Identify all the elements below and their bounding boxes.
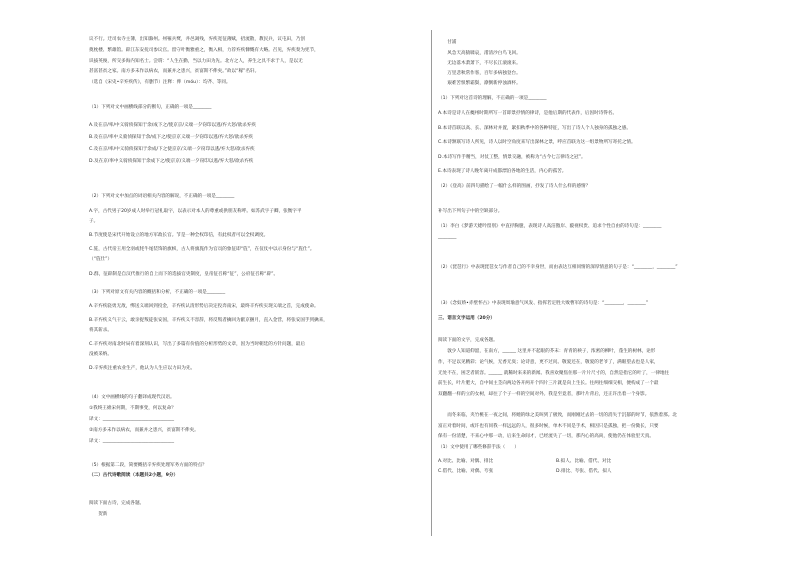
right-column-line: （3）《念奴娇•赤壁怀古》中表现周瑜意气风发、指挥若定胜大败曹军的诗句是：“________，________” [438,301,649,306]
left-column-line: B.节度使是宋代开始设立的地方军政长官。节是一种全权印信，有此权者可以全权调度。 [89,233,269,238]
right-column-line: （1）李白《梦游天姥吟留别》中直抒胸臆，表现诗人高洁傲岸、藐视权贵、追求个性自由的诗句是：________ [438,224,662,229]
right-column-line: A.对比、比喻、对偶、排比 [438,459,494,464]
right-column-line: （1）文中使用了哪些修辞手法（ ） [438,445,520,450]
left-column-line: A.辛弃疾骁勇无敌，绑送义端回到投金，辛弃疾认清形势后决定投奔南宋，最终辛弃疾实现义端之首，完成使命。 [89,304,319,309]
left-column-line: D.辛弃疾注重农业生产，他认为人生应以力田为先。 [89,366,196,371]
left-column-line: 没被采纳。 [89,352,112,357]
left-column-line: （“旌仕”） [89,257,113,262]
right-column-line: E.本诗表现了诗人晚年离开成都漂泊各地的生活，内心的孤苦。 [438,169,567,174]
right-column-line: A.本诗是诗人在夔州时期所写一首即景抒情的律诗，是他后期的代表作，后因时诗得名。 [438,111,618,116]
right-column-line: 补写出下列句子中的空缺部分。 [438,209,503,214]
right-column-line: （2）《登高》前四句描绘了一幅什么样的图画，抒发了诗人什么样的感情？ [438,184,591,189]
left-column-line: C.辛弃疾对南北时局有着深刻认识，写出了多篇有价值的分析形势的文章，因为当时朝廷的方针问题，最后 [89,342,305,347]
right-column-option: D.排比、夸张、借代、拟人 [556,469,612,474]
right-column-line: 无边落木萧萧下，不尽长江滚滚来。 [438,61,521,66]
right-column-line: 双翻翻一样的立的女树，却往了个子一样的空间对外。我是至竟者，那叶片背后，还正许出着一个身影。 [438,392,650,397]
left-column-line: B.及在京/率中义骑侦探知于余/成下之/使京京义端一夕窃印以逃/弃大怒/欲杀弃疾 [89,135,253,140]
left-column-line: 阅读下面古诗，完成各题。 [89,501,145,506]
left-column-line: C.旌，古代帝王用全羽或牦牛尾装饰的旗帜，古人将旗旄作为官员的象征即“旌”，在仪仗中以示身份与“旌仕”。 [89,247,315,252]
right-column-line: 风急天高猿啸哀，渚清沙白鸟飞回。 [438,51,521,56]
left-column-line: （3）下列对原文有关内容的概括和分析，不正确的一项是________ [89,290,226,295]
left-column-line: ①我终王绵宋何期，不期事变，何以复命？ [89,406,176,411]
left-column-line: （选自《宋史•辛弃疾传》，有删节）注释：侔（móu）：均齐、等同。 [89,80,231,85]
left-column-line: C.及在京/率/中义骑侦探知于余成/下之使京京/义端一夕窃印以逃/弃大怒/欲杀弃疾 [89,147,255,152]
right-column-line: 三、语言文字运用（20分） [438,316,495,321]
right-column-line: （2）《琵琶行》中表现琵琶女与作者自己的不幸身世，而由表达互相同情的深厚情意的句子是：“________，________” [438,265,678,270]
left-column-line: 将其斩杀。 [89,328,112,333]
left-column-line: 译文：_______________________________ [89,417,174,422]
left-column-line: A.及在京/率/中义骑侦探知于余/成下之/使京京/义端一夕窃印以逃/弃大怒/欲杀弃疾 [89,123,256,128]
right-column-line: C.借代、比喻、对偶、夸张 [438,469,494,474]
left-column-line: 议不行。迁司农寺主簿，出知滁州。州罹兵燹，井邑凋残，弃疾宽征薄赋，招流散，教民兵，议屯田，乃创 [89,37,305,42]
left-column-line: （2）下列对文中加点的词语相关内容的解说，不正确的一项是________ [89,194,235,199]
left-column-line: 贺新 [89,512,108,517]
right-column-line: 富正对着时间，或许也有同我一样远远的人，很多时候，单木不同是手术，相因只是孤独，把一份微长，只要 [438,424,659,429]
left-column-line: 奠枕楼、繁雄馆。辟江东安抚司参议官。留守叶衡雅重之，衡入相，力荐弃疾慷慨有大略。召见，弃疾奏为宪节， [89,48,319,53]
left-column-line: （二）古代诗歌阅读（本题共2小题，9分） [89,473,179,478]
left-column-line: （1）下列对文中画横线部分的断句，正确的一项是________ [89,105,212,110]
left-column-line: 识拔英俊，所交多海内知名士。尝谓：“人生在勤，当以力田为先。北方之人，养生之具不求于人，是以无 [89,59,303,64]
left-column-line: （5）根据第二段，简要概括辛弃疾处理军务方面的特点？ [89,463,207,468]
right-column-line: 艰难苦恨繁霜鬓，潦倒新停浊酒杯。 [438,81,521,86]
column-divider [431,30,432,536]
right-column-line: 阅读下面的文字，完成各题。 [438,338,498,343]
right-column-line: 万里悲秋常作客，百年多病独登台。 [438,71,521,76]
left-column-line: D.及在京/率中义骑侦探知于余成下之/使京京/义端一夕窃印以逃/弃大怒/欲杀弃疾 [89,159,254,164]
left-column-line: B.辛弃疾义气干云，敢亲捉叛徒张安国，辛弃疾义不容辞，将反叛者擒回为献京捆月，直入金营，将张安国手到擒来， [89,318,328,323]
left-column-line: ②南方多末作以病农，而兼并之患兴，贫富斯不侔矣。 [89,428,199,433]
right-column-line: B.本诗首联以高、长、深林对并置，紧扣秋季中的各种特征，写出了诗人个人独身的孤独之感。 [438,126,631,131]
right-column-line: C.本诗颔联写诗人所见，诗人以时空角度来写出深林之景，呼应首联为这一组景物所写寄托之情。 [438,140,636,145]
right-column-line: 敦少人知道仰韶，在南方，______ 这里并不起眼的芥末：青青的秧子，浓密的柳叶，蓬生的树林，论形 [438,349,656,354]
right-column-line: 而冬来临，夹竹桃在一夜之间，将她的绿之美叫到了极致，而刚刚过去的一切的消失于沉郁的时节，依然着那。北 [438,413,677,418]
left-column-line: A.字，古代男子20岁成人时举行冠礼取字，以表示对本人的尊重或供朋友称呼。如苏武字子卿，张衡字平 [89,209,302,214]
right-column-line: （1）下列对这首诗的理解，不正确的一项是________ [438,96,547,101]
left-column-line: 甚富甚贫之家。南方多末作以病农，而兼并之患兴，贫富斯不侔矣。”故以“稼”名轩。 [89,69,260,74]
left-column-line: （4）文中画横线的句子翻译成现代汉语。 [89,395,175,400]
right-column-line: 前生长，叶片肥大，自中间主茎向两边各开两开个四片三片就是向上生长。往两往细细交相，便构成了一个最 [438,381,659,386]
right-column-line: 保有一份清楚，不来心中那一动，后来生命间才，已经流失了一切，那内心的高尚，使他仍在体验里天真。 [438,434,654,439]
right-column-line: 无处不在，困乏者嵌容。______ 就稀时来来的新闻。我喜欢聚焦住那一片片尺寸的，自然是指它的叶了，一律地往 [438,371,670,376]
left-column-line: 子。 [89,219,99,224]
right-column-option: B.拟人、比喻、借代、对比 [556,459,612,464]
left-column-line: 译文：_______________________________ [89,439,174,444]
right-column-line: 甘浦 [438,40,457,45]
right-column-line: 作，不足以见精彩；论气候，无香无臭；论诗意，更不过问。敬爱还在，敬爱的老爷了，满眼望去也是人家， [438,360,659,365]
left-column-line: D.群，征辟制是自汉代推行的自上而下的选拔官吏制度，皇帝征召称“征”，公府征召称“辟”。 [89,272,279,277]
right-column-line: D.本诗写作手精当，对仗工整，情景交融，被称为“古今七言律诗之冠”。 [438,155,586,160]
right-column-line: ________ [438,235,457,240]
